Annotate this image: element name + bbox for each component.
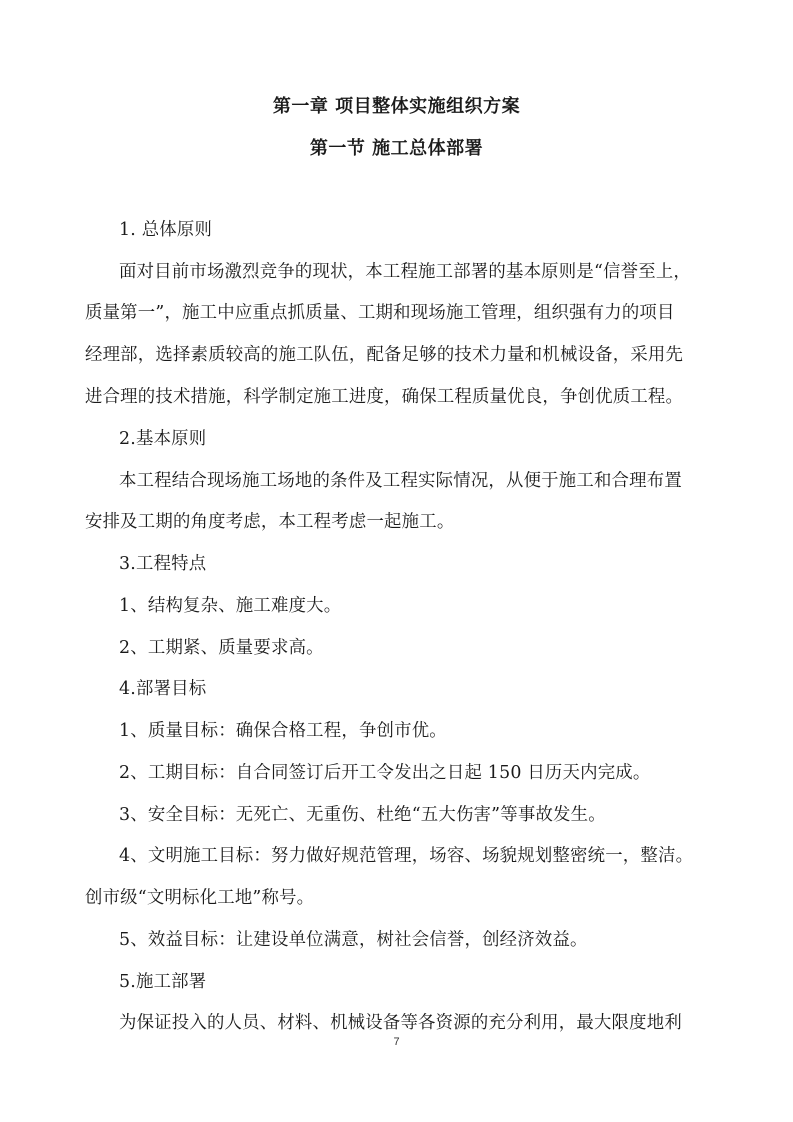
list-item: 3、安全目标：无死亡、无重伤、杜绝“五大伤害”等事故发生。 [119, 805, 606, 825]
list-item: 1、结构复杂、施工难度大。 [119, 596, 342, 616]
list-item: 2、工期紧、质量要求高。 [119, 638, 324, 658]
chapter-title: 第一章 项目整体实施组织方案 [272, 96, 521, 117]
paragraph-line: 安排及工期的角度考虑，本工程考虑一起施工。 [85, 512, 455, 532]
heading-basic-principle: 2.基本原则 [119, 429, 207, 449]
list-item: 1、质量目标：确保合格工程，争创市优。 [119, 721, 447, 741]
section-title: 第一节 施工总体部署 [309, 138, 484, 159]
heading-construction-deployment: 5.施工部署 [119, 972, 207, 992]
paragraph-line: 面对目前市场激烈竞争的现状，本工程施工部署的基本原则是“信誉至上， [119, 262, 691, 282]
page-number: 7 [393, 1036, 400, 1048]
paragraph-line: 进合理的技术措施，科学制定施工进度，确保工程质量优良，争创优质工程。 [85, 387, 684, 407]
list-item: 4、文明施工目标：努力做好规范管理，场容、场貌规划整密统一，整洁。 [119, 846, 694, 866]
paragraph-line: 质量第一”，施工中应重点抓质量、工期和现场施工管理，组织强有力的项目 [85, 303, 675, 323]
heading-project-features: 3.工程特点 [119, 554, 207, 574]
paragraph-line: 经理部，选择素质较高的施工队伍，配备足够的技术力量和机械设备，采用先 [85, 345, 684, 365]
paragraph-line: 本工程结合现场施工场地的条件及工程实际情况，从便于施工和合理布置 [119, 471, 682, 491]
list-item-continuation: 创市级“文明标化工地”称号。 [85, 888, 315, 908]
list-item: 2、工期目标：自合同签订后开工令发出之日起 150 日历天内完成。 [119, 763, 651, 783]
list-item: 5、效益目标：让建设单位满意，树社会信誉，创经济效益。 [119, 930, 588, 950]
heading-overall-principle: 1. 总体原则 [119, 220, 213, 240]
paragraph-line: 为保证投入的人员、材料、机械设备等各资源的充分利用，最大限度地利 [119, 1013, 682, 1033]
heading-deployment-goals: 4.部署目标 [119, 679, 207, 699]
